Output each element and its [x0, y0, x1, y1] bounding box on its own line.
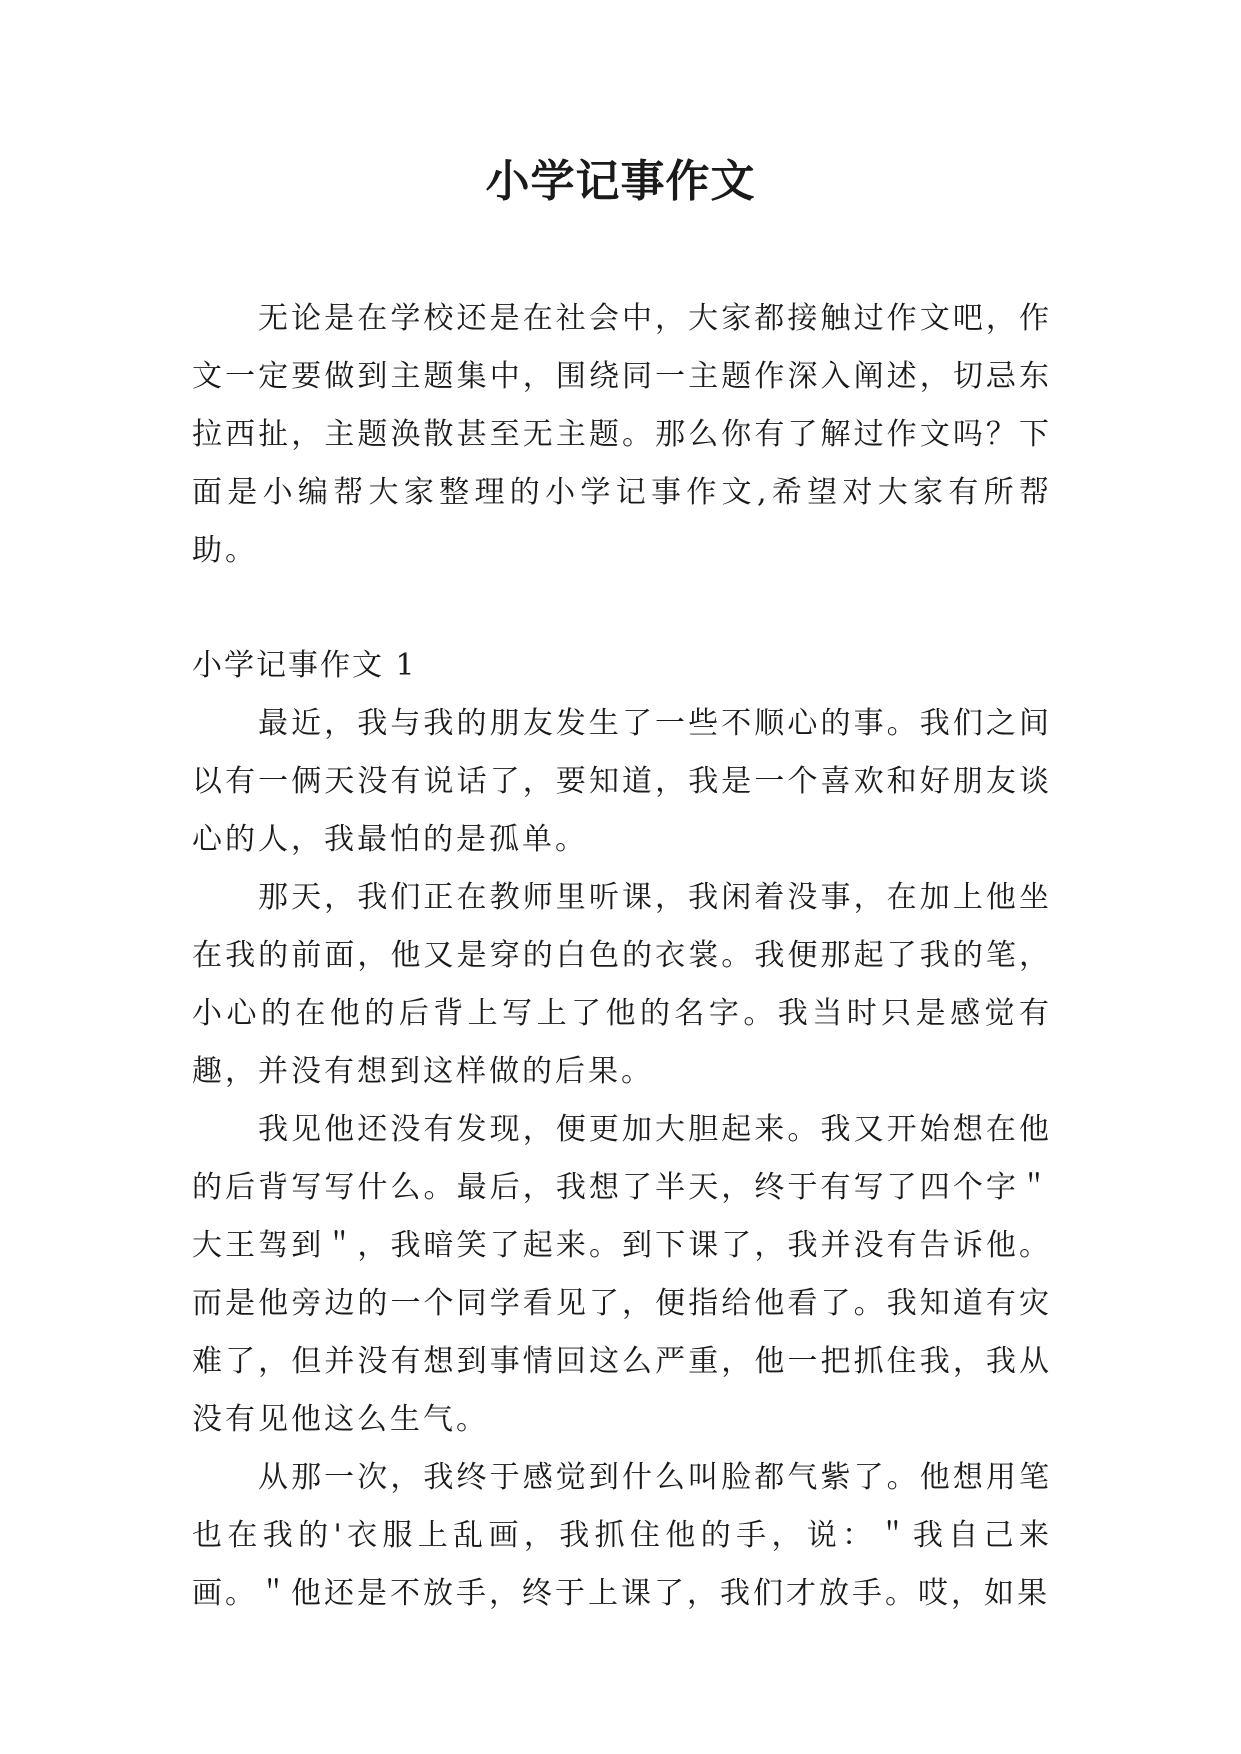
body-paragraph: 从那一次，我终于感觉到什么叫脸都气紫了。他想用笔也在我的'衣服上乱画，我抓住他的手，说：＂我自己来画。＂他还是不放手，终于上课了，我们才放手。哎，如果	[192, 1460, 1052, 1611]
section-heading: 小学记事作文 1	[192, 648, 417, 683]
body-paragraph: 我见他还没有发现，便更加大胆起来。我又开始想在他的后背写写什么。最后，我想了半天，终于有写了四个字＂大王驾到＂，我暗笑了起来。到下课了，我并没有告诉他。而是他旁边的一个同学看见了，便指给他看了。我知道有灾难了，但并没有想到事情回这么严重，他一把抓住我，我从没有见他这么生气。	[192, 1112, 1052, 1437]
document-body	[192, 290, 1052, 1623]
body-paragraph: 那天，我们正在教师里听课，我闲着没事，在加上他坐在我的前面，他又是穿的白色的衣裳。我便那起了我的笔，小心的在他的后背上写上了他的名字。我当时只是感觉有趣，并没有想到这样做的后果。	[192, 880, 1052, 1089]
document-title: 小学记事作文	[485, 156, 756, 207]
body-paragraph: 最近，我与我的朋友发生了一些不顺心的事。我们之间以有一俩天没有说话了，要知道，我是一个喜欢和好朋友谈心的人，我最怕的是孤单。	[192, 706, 1052, 857]
intro-paragraph: 无论是在学校还是在社会中，大家都接触过作文吧，作文一定要做到主题集中，围绕同一主题作深入阐述，切忌东拉西扯，主题涣散甚至无主题。那么你有了解过作文吗？下面是小编帮大家整理的小学记事作文,希望对大家有所帮助。	[192, 301, 1052, 568]
